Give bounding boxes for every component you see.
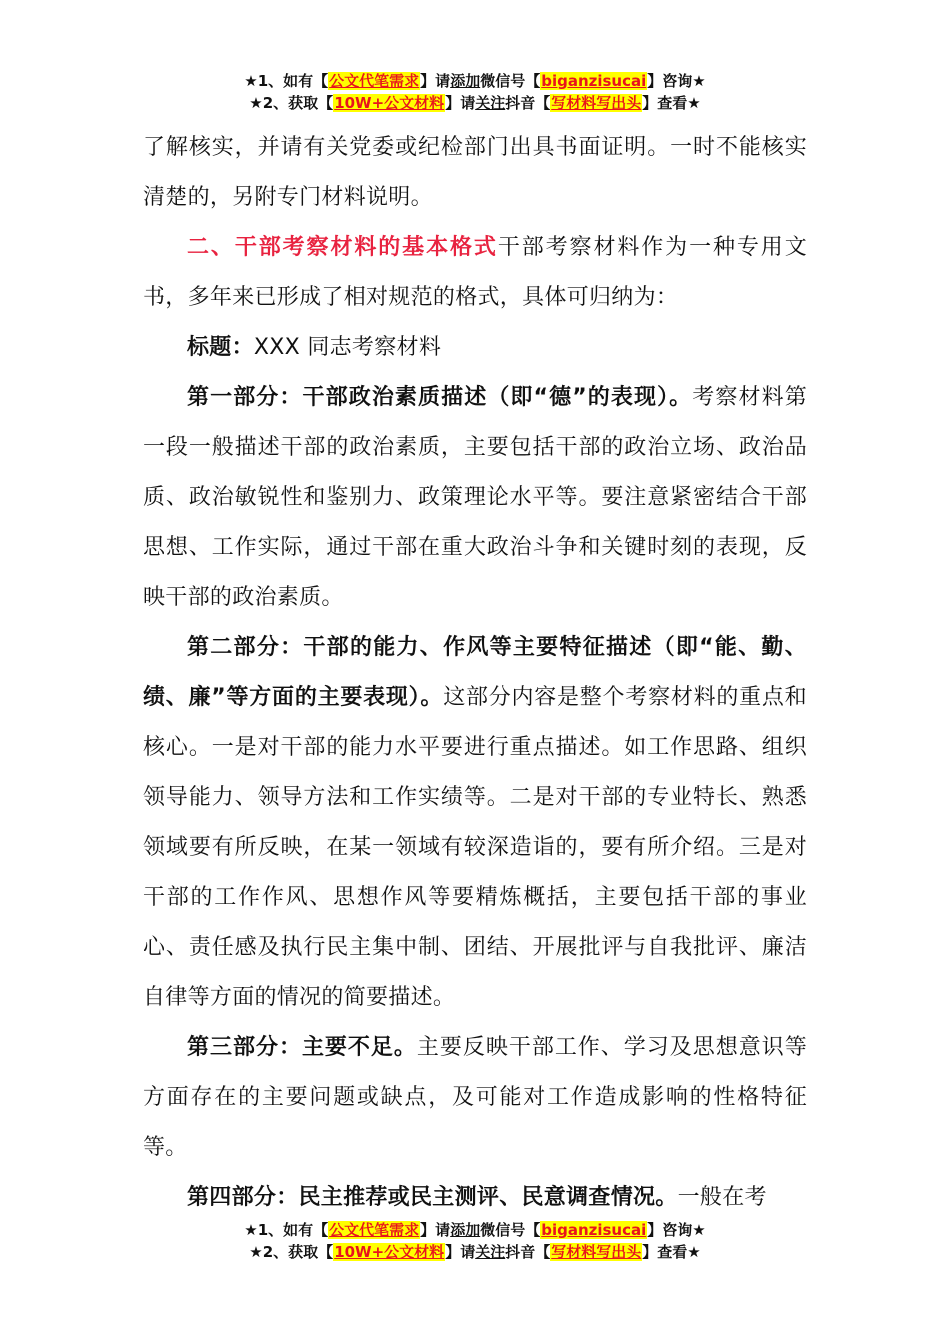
- banner-line-1: ★1、如有【公文代笔需求】请添加微信号【biganzisucai】咨询★: [244, 72, 706, 90]
- footer-highlight-wechat-id: biganzisucai: [541, 1221, 647, 1239]
- paragraph-part-two: 第二部分：干部的能力、作风等主要特征描述（即“能、勤、绩、廉”等方面的主要表现）。这部分内容是整个考察材料的重点和核心。一是对干部的能力水平要进行重点描述。如工作思路、组织领导能力、领导方法和工作实绩等。二是对干部的专业特长、熟悉领域要有所反映，在某一领域有较深造诣的，要有所介绍。三是对干部的工作作风、思想作风等要精炼概括，主要包括干部的事业心、责任感及执行民主集中制、团结、开展批评与自我批评、廉洁自律等方面的情况的简要描述。: [143, 635, 807, 1010]
- header-banner: [0, 70, 950, 114]
- part-three-label: 第三部分：主要不足。: [187, 1035, 417, 1060]
- document-body: [143, 123, 807, 1223]
- highlight-douyin-account: 写材料写出头: [551, 94, 642, 112]
- paragraph-section-two: 二、干部考察材料的基本格式干部考察材料作为一种专用文书，多年来已形成了相对规范的格式，具体可归纳为：: [143, 235, 808, 310]
- paragraph-title-format: 标题：XXX 同志考察材料: [187, 335, 442, 360]
- paragraph-part-four: 第四部分：民主推荐或民主测评、民意调查情况。一般在考: [187, 1185, 767, 1210]
- paragraph-part-three: 第三部分：主要不足。主要反映干部工作、学习及思想意识等方面存在的主要问题或缺点，及可能对工作造成影响的性格特征等。: [143, 1035, 807, 1160]
- highlight-wechat-id: biganzisucai: [541, 72, 647, 90]
- footer-banner-line-1: ★1、如有【公文代笔需求】请添加微信号【biganzisucai】咨询★: [244, 1221, 706, 1239]
- title-label: 标题：: [187, 335, 254, 360]
- paragraph-continuation: 了解核实，并请有关党委或纪检部门出具书面证明。一时不能核实清楚的，另附专门材料说明。: [143, 135, 807, 210]
- part-two-label: 第二部分：干部的能力、作风等主要特征描述（即“能、勤、绩、廉”等方面的主要表现）。: [143, 635, 807, 710]
- highlight-service: 公文代笔需求: [329, 72, 420, 90]
- highlight-materials: 10W+公文材料: [334, 94, 445, 112]
- banner-line-2: ★2、获取【10W+公文材料】请关注抖音【写材料写出头】查看★: [249, 94, 701, 112]
- part-four-label: 第四部分：民主推荐或民主测评、民意调查情况。: [187, 1185, 678, 1210]
- footer-banner-line-2: ★2、获取【10W+公文材料】请关注抖音【写材料写出头】查看★: [249, 1243, 701, 1261]
- paragraph-part-one: 第一部分：干部政治素质描述（即“德”的表现）。考察材料第一段一般描述干部的政治素质，主要包括干部的政治立场、政治品质、政治敏锐性和鉴别力、政策理论水平等。要注意紧密结合干部思想、工作实际，通过干部在重大政治斗争和关键时刻的表现，反映干部的政治素质。: [143, 385, 807, 610]
- part-one-label: 第一部分：干部政治素质描述（即“德”的表现）。: [187, 385, 693, 410]
- footer-highlight-materials: 10W+公文材料: [334, 1243, 445, 1261]
- section-heading: 二、干部考察材料的基本格式: [187, 235, 498, 260]
- footer-highlight-douyin-account: 写材料写出头: [551, 1243, 642, 1261]
- footer-highlight-service: 公文代笔需求: [329, 1221, 420, 1239]
- footer-banner: [0, 1219, 950, 1263]
